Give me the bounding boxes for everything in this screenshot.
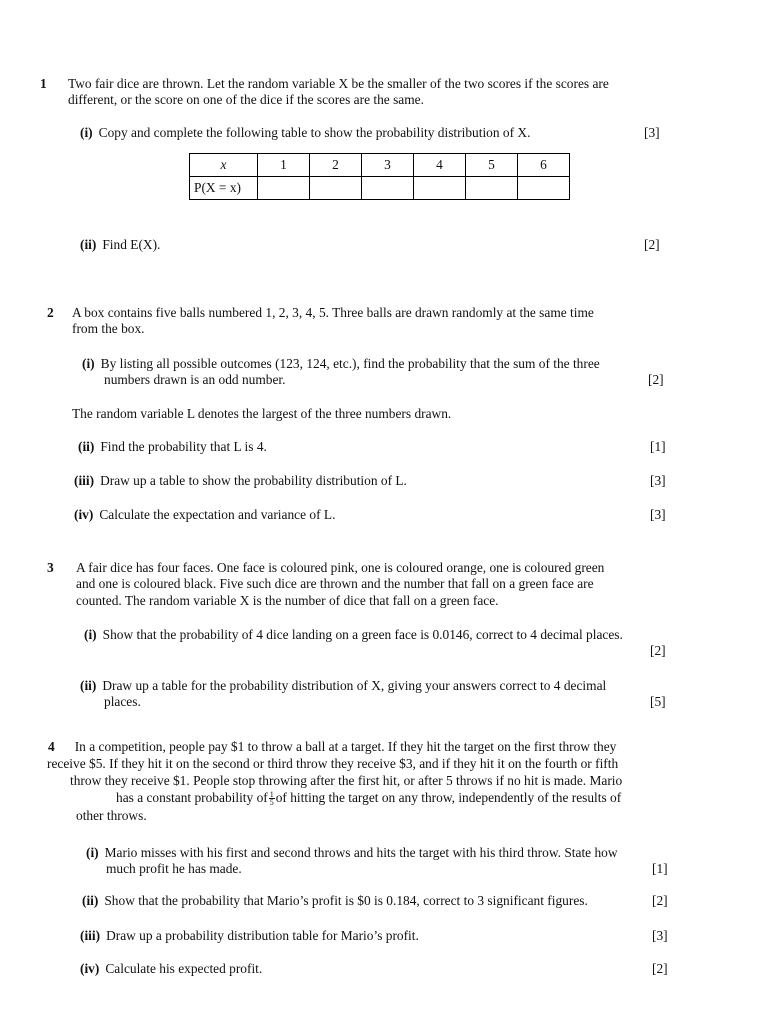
question-2-part-ii-marks: [1] — [650, 439, 666, 454]
question-2-part-iii — [74, 473, 407, 489]
question-4-text-line-5: other throws. — [76, 808, 147, 823]
question-3-part-i-marks: [2] — [650, 643, 666, 658]
table-cell-empty — [466, 177, 518, 200]
part-text-line-1: Draw up a table for the probability distribution of X, giving your answers correct to 4 decimal — [102, 678, 607, 693]
part-text: Find the probability that L is 4. — [100, 439, 267, 454]
part-label: (iii) — [74, 473, 95, 488]
part-text: Find E(X). — [102, 237, 161, 252]
question-4-line-1-text: In a competition, people pay $1 to throw a ball at a target. If they hit the target on the first throw they — [74, 739, 617, 754]
question-1-part-ii-marks: [2] — [644, 237, 660, 252]
table-cell-x-value: 1 — [258, 154, 310, 177]
question-4-line-4-pre: has a constant probability of — [116, 790, 268, 805]
part-label: (iii) — [80, 928, 101, 943]
question-2-part-ii — [78, 439, 267, 455]
question-4-part-iii — [80, 928, 419, 944]
question-4-part-ii-marks: [2] — [652, 893, 668, 908]
table-cell-empty — [258, 177, 310, 200]
part-label: (ii) — [80, 678, 97, 693]
question-2-part-i — [82, 356, 600, 372]
question-4-part-i-line-2: much profit he has made. — [106, 861, 242, 876]
part-label: (iv) — [80, 961, 100, 976]
question-1-text-line-1: Two fair dice are thrown. Let the random variable X be the smaller of the two scores if the scores are — [68, 76, 609, 91]
question-3-text-line-1: A fair dice has four faces. One face is coloured pink, one is coloured orange, one is coloured green — [76, 560, 605, 575]
part-text: Calculate his expected profit. — [105, 961, 263, 976]
part-text: Show that the probability that Mario’s profit is $0 is 0.184, correct to 3 significant figures. — [104, 893, 588, 908]
fraction-numerator: 1 — [269, 790, 274, 800]
part-text: Show that the probability of 4 dice landing on a green face is 0.0146, correct to 4 decimal places. — [102, 627, 623, 642]
part-text: Draw up a probability distribution table for Mario’s profit. — [106, 928, 419, 943]
part-text: Draw up a table to show the probability distribution of L. — [100, 473, 407, 488]
question-2-stem: The random variable L denotes the largest of the three numbers drawn. — [72, 406, 452, 421]
table-cell-x-value: 2 — [310, 154, 362, 177]
part-label: (i) — [84, 627, 97, 642]
question-4-number: 4 — [48, 739, 55, 754]
question-2-part-iv — [74, 507, 335, 523]
question-4-part-iv — [80, 961, 262, 977]
question-4-text-line-4 — [116, 790, 621, 806]
table-cell-empty — [362, 177, 414, 200]
question-4-part-i — [86, 845, 618, 861]
question-2-part-iv-marks: [3] — [650, 507, 666, 522]
table-cell-empty — [414, 177, 466, 200]
part-label: (i) — [80, 125, 93, 140]
question-3-number: 3 — [47, 560, 54, 575]
question-1-text-line-2: different, or the score on one of the dice if the scores are the same. — [68, 92, 424, 107]
part-label: (ii) — [82, 893, 99, 908]
part-text-line-1: Mario misses with his first and second throws and hits the target with his third throw. State how — [104, 845, 618, 860]
part-label: (iv) — [74, 507, 94, 522]
table-row-probability — [190, 177, 570, 200]
part-label: (i) — [82, 356, 95, 371]
question-4-text-line-1 — [48, 739, 616, 755]
question-4-text-line-2: receive $5. If they hit it on the second or third throw they receive $3, and if they hit it on the fourth or fifth — [47, 756, 619, 771]
question-3-text-line-2: and one is coloured black. Five such dice are thrown and the number that fall on a green face are — [76, 576, 594, 591]
question-2-part-iii-marks: [3] — [650, 473, 666, 488]
table-cell-x-value: 4 — [414, 154, 466, 177]
fraction-denominator: 5 — [269, 798, 274, 808]
question-4-part-ii — [82, 893, 588, 909]
probability-distribution-table — [189, 153, 570, 200]
question-3-part-ii — [80, 678, 606, 694]
question-3-part-i — [84, 627, 623, 643]
table-header-probability: P(X = x) — [190, 177, 258, 200]
question-2-text-line-2: from the box. — [72, 321, 145, 336]
table-cell-x-value: 6 — [518, 154, 570, 177]
question-4-line-4-post: of hitting the target on any throw, independently of the results of — [275, 790, 622, 805]
question-2-text-line-1: A box contains five balls numbered 1, 2, 3, 4, 5. Three balls are drawn randomly at the same time — [72, 305, 594, 320]
question-2-number: 2 — [47, 305, 54, 320]
part-label: (i) — [86, 845, 99, 860]
question-1-part-i — [80, 125, 530, 141]
question-1-number: 1 — [40, 76, 47, 91]
question-2-part-i-marks: [2] — [648, 372, 664, 387]
table-cell-x-value: 5 — [466, 154, 518, 177]
question-3-part-ii-marks: [5] — [650, 694, 666, 709]
question-2-part-i-line-2: numbers drawn is an odd number. — [104, 372, 286, 387]
table-cell-empty — [518, 177, 570, 200]
part-label: (ii) — [80, 237, 97, 252]
table-header-x: x — [190, 154, 258, 177]
part-text-line-1: By listing all possible outcomes (123, 124, etc.), find the probability that the sum of the three — [100, 356, 600, 371]
part-label: (ii) — [78, 439, 95, 454]
part-text: Calculate the expectation and variance of L. — [99, 507, 336, 522]
question-4-part-i-marks: [1] — [652, 861, 668, 876]
question-4-part-iv-marks: [2] — [652, 961, 668, 976]
question-4-part-iii-marks: [3] — [652, 928, 668, 943]
question-3-part-ii-line-2: places. — [104, 694, 141, 709]
question-4-text-line-3: throw they receive $1. People stop throwing after the first hit, or after 5 throws if no hit is made. Mario — [70, 773, 623, 788]
question-3-text-line-3: counted. The random variable X is the number of dice that fall on a green face. — [76, 593, 499, 608]
fraction-one-fifth — [269, 791, 275, 806]
table-row-x — [190, 154, 570, 177]
question-1-part-ii — [80, 237, 160, 253]
table-cell-x-value: 3 — [362, 154, 414, 177]
question-1-part-i-marks: [3] — [644, 125, 660, 140]
table-cell-empty — [310, 177, 362, 200]
part-text: Copy and complete the following table to show the probability distribution of X. — [98, 125, 531, 140]
